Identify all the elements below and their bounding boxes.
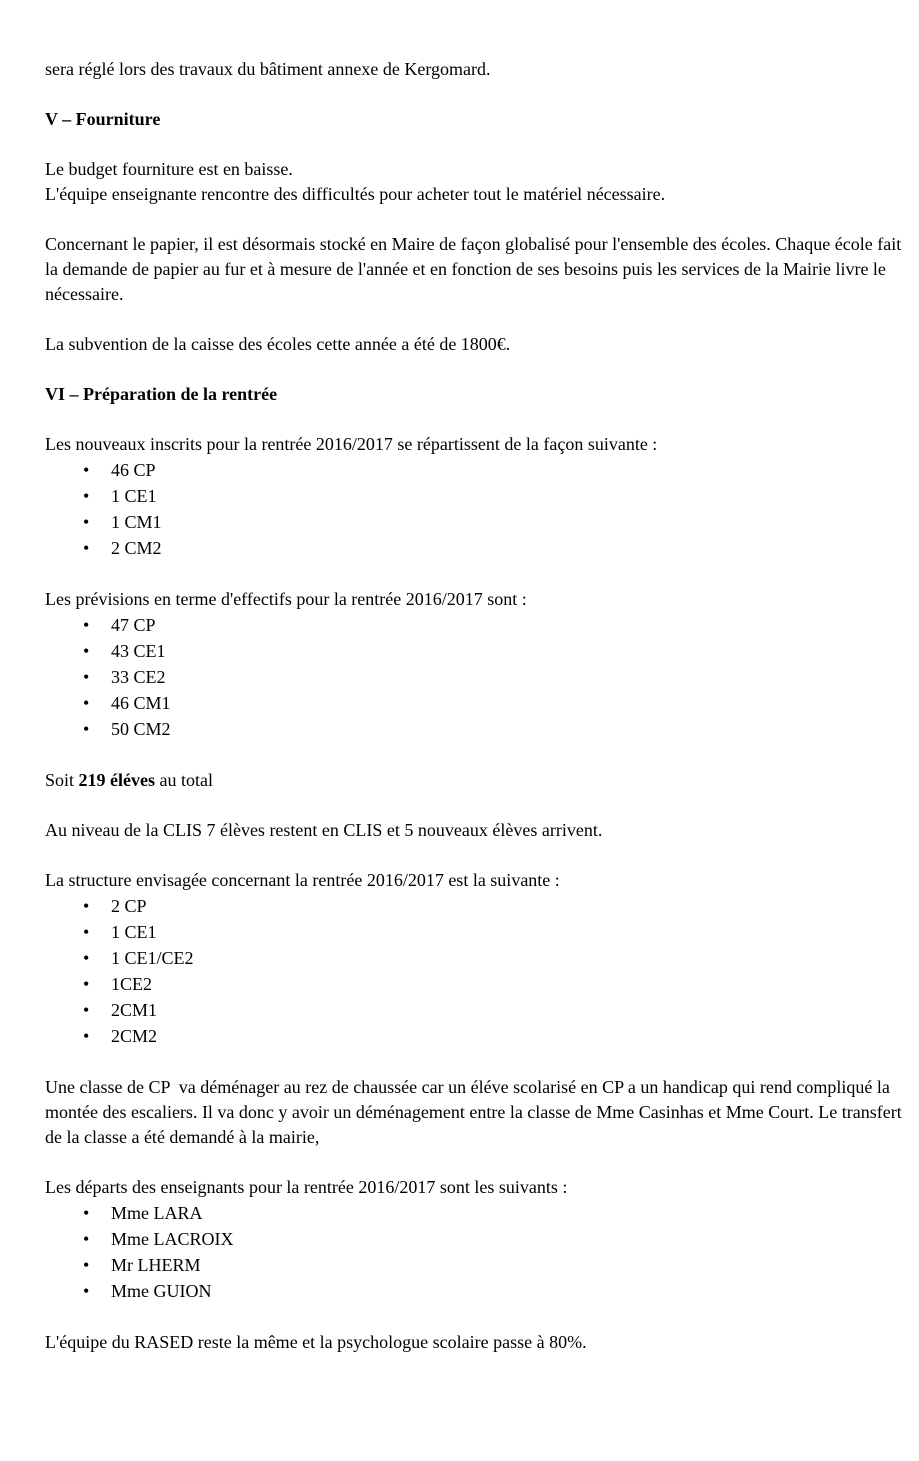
paragraph-rased: L'équipe du RASED reste la même et la psychologue scolaire passe à 80%. <box>45 1332 587 1352</box>
total-suffix: au total <box>155 770 213 790</box>
list-item: • 1CE2 <box>45 971 903 997</box>
heading-fourniture: V – Fourniture <box>45 109 161 129</box>
list-item: • 47 CP <box>45 612 903 638</box>
list-item: • 2 CP <box>45 893 903 919</box>
paragraph-nouveaux-inscrits: Les nouveaux inscrits pour la rentrée 2016/2017 se répartissent de la façon suivante : <box>45 434 658 454</box>
list-item: • 1 CE1 <box>45 919 903 945</box>
list-item: • 43 CE1 <box>45 638 903 664</box>
total-prefix: Soit <box>45 770 79 790</box>
list-item: • 1 CM1 <box>45 509 903 535</box>
list-item: • 1 CE1/CE2 <box>45 945 903 971</box>
bullet-list-structure <box>45 893 903 1049</box>
paragraph-demenagement: Une classe de CP va déménager au rez de chaussée car un éléve scolarisé en CP a un handicap qui rend compliqué la montée des escaliers. Il va donc y avoir un déménagement entre la classe de Mme Casinhas et Mme Court. Le transfert de la classe a été demandé à la mairie, <box>45 1077 907 1147</box>
paragraph-kergomard: sera réglé lors des travaux du bâtiment annexe de Kergomard. <box>45 59 491 79</box>
list-item: • 33 CE2 <box>45 664 903 690</box>
bullet-list-departs <box>45 1200 903 1304</box>
bullet-list-nouveaux-inscrits <box>45 457 903 561</box>
paragraph-previsions: Les prévisions en terme d'effectifs pour la rentrée 2016/2017 sont : <box>45 589 527 609</box>
paragraph-structure: La structure envisagée concernant la rentrée 2016/2017 est la suivante : <box>45 870 560 890</box>
list-item: • 2CM1 <box>45 997 903 1023</box>
list-item: • 2 CM2 <box>45 535 903 561</box>
heading-preparation-rentree: VI – Préparation de la rentrée <box>45 384 278 404</box>
list-item: • Mme LACROIX <box>45 1226 903 1252</box>
paragraph-departs: Les départs des enseignants pour la rentrée 2016/2017 sont les suivants : <box>45 1177 568 1197</box>
list-item: • Mme LARA <box>45 1200 903 1226</box>
list-item: • Mme GUION <box>45 1278 903 1304</box>
bullet-list-previsions <box>45 612 903 742</box>
list-item: • 1 CE1 <box>45 483 903 509</box>
list-item: • 2CM2 <box>45 1023 903 1049</box>
list-item: • Mr LHERM <box>45 1252 903 1278</box>
list-item: • 50 CM2 <box>45 716 903 742</box>
paragraph-subvention: La subvention de la caisse des écoles cette année a été de 1800€. <box>45 334 511 354</box>
text-line-budget: Le budget fourniture est en baisse. <box>45 159 293 179</box>
list-item: • 46 CM1 <box>45 690 903 716</box>
paragraph-papier: Concernant le papier, il est désormais stocké en Maire de façon globalisé pour l'ensemble des écoles. Chaque école fait la demande de papier au fur et à mesure de l'année et en fonction de ses besoins puis les services de la Mairie livre le nécessaire. <box>45 234 906 304</box>
paragraph-total <box>45 768 903 793</box>
list-item: • 46 CP <box>45 457 903 483</box>
paragraph-clis: Au niveau de la CLIS 7 élèves restent en CLIS et 5 nouveaux élèves arrivent. <box>45 820 603 840</box>
total-count-bold: 219 éléves <box>78 770 155 790</box>
text-line-equipe: L'équipe enseignante rencontre des difficultés pour acheter tout le matériel nécessaire. <box>45 184 666 204</box>
paragraph-budget <box>45 157 903 207</box>
